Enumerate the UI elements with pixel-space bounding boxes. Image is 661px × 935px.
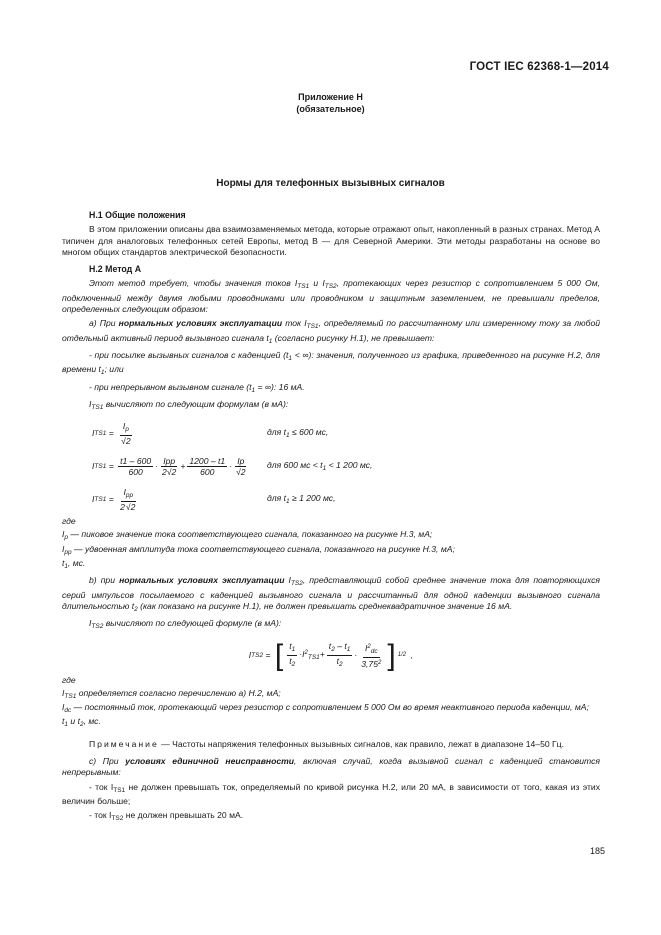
appendix-title: Приложение Н [298, 92, 363, 102]
method-a-intro: Этот метод требует, чтобы значения токов $I_{TS1}$ и $I_{TS2}$, протекающих через резистор с сопротивлением 5 000 Ом, подключенный между двумя любыми проводниками или проводником и защитным заземлением, не превышали пределов, определенных следующим образом: [62, 278, 600, 315]
formula-3-condition: для $t_1 \ge 1$ 200 мс, [267, 492, 336, 505]
where-label: где [62, 516, 76, 527]
formula-its2: I TS2 = [ $\frac{t_1}{t_2}$ $\cdot I^2_{TS1}+$ $\frac{t_2 - t_1}{t_2}$ · $\frac{I^2_{dc}}{3,75^2}$ ] 1/2 , [248, 638, 414, 672]
note-paragraph: Примечание — Частоты напряжения телефонных вызывных сигналов, как правило, лежат в диапазоне 14–50 Гц. [89, 738, 564, 749]
formula-2: I TS1 = $\frac{t1 - 600}{600}$ · $\frac{\text{Ipp}}{2√2}$ + $\frac{1200 - t1}{600}$ · $\frac{Ip}{√2}$ для 600 мс < $t_1 < 1$ 200 мс, [92, 456, 373, 478]
document-body [62, 210, 600, 828]
item-b-paragraph: b) при нормальных условиях эксплуатации $I_{TS2}$, представляющий собой среднее значение тока для повторяющихся серий импульсов посылаемого с каденцией вызывного сигнала и рассчитанный для одной каденции вызывного сигнала длительностью $t_2$ (как показано на рисунке Н.1), не должен превышать среднеквадратичное значение 16 мА. [62, 575, 600, 613]
section-heading-h1: Н.1 Общие положения [89, 210, 186, 220]
where-label-2: где [62, 674, 76, 685]
formula-2-condition: для 600 мс < $t_1 < 1$ 200 мс, [267, 459, 373, 472]
item-c-bullet-2: - ток $I_{TS2}$ не должен превышать 20 мА. [89, 810, 244, 823]
item-a-paragraph: а) При нормальных условиях эксплуатации ток $I_{TS1}$, определяемый по рассчитанному или измеренному току за любой отдельный активный период вызывного сигнала $t_1$ (согласно рисунку Н.1), не превышает: [62, 318, 601, 345]
item-a-bullet-2: - при непрерывном вызывном сигнале ($t_1$ = ∞): 16 мА. [89, 381, 305, 394]
formula-1: I TS1 = $\frac{I_p}{√2}$ для $t_1 \le 600$ мс, [92, 421, 329, 447]
calc-intro: $I_{TS1}$ вычисляют по следующим формулам (в мА): [89, 398, 289, 411]
appendix-heading [0, 91, 661, 115]
appendix-status: (обязательное) [296, 104, 365, 114]
item-c-bullet-1: - ток $I_{TS1}$ не должен превышать ток, определяемый по кривой рисунка Н.2, или 20 мА, в зависимости от того, какая из этих величин больше; [62, 781, 600, 806]
def-ipp: $I_{pp}$ — удвоенная амплитуда тока соответствующего сигнала, показанного на рисунке Н.3, мА; [62, 543, 455, 556]
section-heading-h2: Н.2 Метод А [89, 264, 142, 275]
document-code: ГОСТ IEC 62368-1—2014 [469, 61, 609, 73]
def-t1-t2: $t_1$ и $t_2$, мс. [62, 716, 101, 729]
formula-1-condition: для $t_1 \le 600$ мс, [267, 426, 329, 439]
section-title: Нормы для телефонных вызывных сигналов [216, 178, 445, 189]
section-h1-paragraph: В этом приложении описаны два взаимозаменяемых метода, которые отражают опыт, накопленный в разных странах. Метод А типичен для аналоговых телефонных сетей Европы, метод В — для Северной Америки. Эти методы разработаны на основе во многом общих стандартов электрической безопасности. [62, 224, 601, 257]
item-a-bullet-1: - при посылке вызывных сигналов с каденцией ($t_1$ < ∞): значения, полученного из графика, приведенного на рисунке Н.2, для времени $t_1$; или [62, 349, 601, 377]
def-ip: $I_p$ — пиковое значение тока соответствующего сигнала, показанного на рисунке Н.3, мА; [62, 529, 433, 542]
def-its1: $I_{TS1}$ определяется согласно перечислению а) Н.2, мА; [62, 687, 281, 700]
page-number: 185 [589, 846, 605, 856]
item-c-paragraph: с) При условиях единичной неисправности, включая случай, когда вызывной сигнал с каденцией становится непрерывным: [62, 756, 600, 778]
formula-3: I TS1 = $\frac{I_{pp}}{2√2}$ для $t_1 \ge 1$ 200 мс, [92, 487, 336, 513]
def-idc: $I_{dc}$ — постоянный ток, протекающий через резистор с сопротивлением 5 000 Ом во время неактивного периода каденции, мА; [62, 702, 589, 715]
def-t1: $t_1$, мс. [62, 558, 86, 571]
calc2-intro: $I_{TS2}$ вычисляют по следующей формуле (в мА): [89, 618, 282, 631]
